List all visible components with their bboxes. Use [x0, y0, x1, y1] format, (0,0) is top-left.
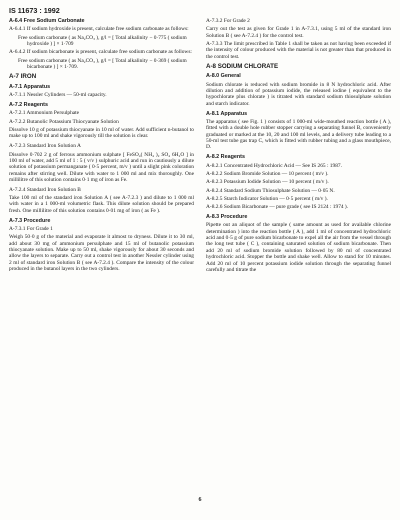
clause-text: Carry out the test as given for Grade 1 in A-7.3.1, using 5 ml of the standard iron Solution B ( see A-7.2.4 ) for the control test. [206, 26, 391, 39]
clause-text: Take 100 ml of the standard iron Solution A ( see A-7.2.3 ) and dilute to 1 000 ml with water in a 1 000-ml volumetric flask. This dilute solution should be prepared fresh. One millilitre of this solution contains 0·01 mg of iron ( as Fe ). [9, 195, 194, 214]
formula: Free sodium carbonate ( as Na₂CO₃ ), g/l = [ Total alkalinity − 0·775 ( sodium hydroxide ) ] × 1·709 [18, 34, 187, 48]
section-heading: A-8 SODIUM CHLORATE [206, 62, 279, 70]
clause-text: A-7.3.2 For Grade 2 [206, 18, 250, 24]
clause-heading: A-7.1 Apparatus [9, 83, 51, 90]
page-number: 6 [198, 497, 202, 503]
clause-text: Dissolve 0·702 2 g of ferrous ammonium sulphate [ FeSO₄( NH₄ )₂ SO₄ 6H₂O ] in 100 ml of water, add 5 ml of 1 : 5 ( v/v ) sulphuric acid and run in cautiously a dilute solution of potassium permanganate ( 0·5 percent, m/v ) until a slight pink coloration remains after stirring well. Dilute with water to 1 000 ml and mix thoroughly. One millilitre of this solution contains 0·1 mg of iron as Fe. [9, 151, 194, 183]
left-column [9, 18, 194, 273]
clause-text: A-7.3.1 For Grade 1 [9, 225, 53, 232]
clause-text: A-8.2.4 Standard Sodium Thiosulphate Solution — 0·05 N. [206, 187, 335, 194]
clause-text: A-6.4.1 If sodium hydroxide is present, calculate free sodium carbonate as follows: [9, 26, 189, 33]
right-column [206, 18, 391, 273]
clause-text: A-6.4.2 If sodium bicarbonate is present, calculate free sodium carbonate as follows: [9, 49, 192, 56]
clause-heading: A-7.2 Reagents [9, 101, 48, 108]
clause-text: A-8.2.5 Starch Indicator Solution — 0·5 percent ( m/v ). [206, 195, 328, 202]
clause-text: The apparatus ( see Fig. 1 ) consists of 1 000-ml wide-mouthed reaction bottle ( A ), fitted with a double hole rubber stopper carrying a separating funnel B, conveniently graduated or marked at the 10, 20 and 100 ml levels, and a delivery tube leading to a 50-ml test tube gas trap C, which is fitted with rubber tubing and a glass mouthpiece, D. [206, 118, 391, 151]
clause-text: A-7.2.4 Standard Iron Solution B [9, 186, 81, 193]
clause-text: A-7.2.3 Standard Iron Solution A [9, 143, 81, 150]
clause-text: A-8.2.3 Potassium Iodide Solution — 10 percent ( m/v ). [206, 179, 329, 186]
clause-text: Pipette out an aliquot of the sample ( same amount as used for available chlorine determination ) into the reaction bottle ( A ), add 1 ml of concentrated hydrochloric acid and 0·5 g of pure sodium bicarbonate to expel all the air from the vessel through the long test tube ( C ), containing saturated solution of sodium bicarbonate. Then add 20 ml of sodium bromide solution followed by 80 ml of concentrated hydrochloric acid. Stopper the bottle and shake well. Allow to stand for 10 minutes. Add 20 ml of 10 percent potassium iodide solution through the separating funnel carefully and titrate the [206, 222, 391, 273]
clause-heading: A-6.4 Free Sodium Carbonate [9, 18, 85, 24]
section-heading: A-7 IRON [9, 72, 37, 80]
clause-text: Dissolve 10 g of potassium thiocyanate in 10 ml of water. Add sufficient n-butanol to make up to 100 ml and shake vigorously till the solution is clear. [9, 126, 194, 140]
clause-text: A-8.2.1 Concentrated Hydrochloric Acid — See IS 265 : 1987. [206, 162, 342, 169]
clause-heading: A-8.3 Procedure [206, 214, 248, 221]
clause-heading: A-8.1 Apparatus [206, 110, 248, 117]
clause-text: A-7.2.1 Ammonium Persulphate [9, 110, 80, 117]
clause-text: A-7.2.2 Butanolic Potassium Thiocyanate Solution [9, 118, 119, 125]
clause-text: A-8.2.2 Sodium Bromide Solution — 10 percent ( m/v ). [206, 170, 329, 177]
clause-text: Weigh 50·0 g of the material and evaporate it almost to dryness. Dilute it to 30 ml, add about 30 mg of ammonium persulphate and 15 ml of butanolic potassium thiocyanate solution. Make up to 50 ml, shake vigorously for about 30 seconds and allow the layers to separate. Carry out a control test in another Nessler cylinder using 2 ml of standard iron Solution B ( see A-7.2.4 ). Compare the intensity of the colour produced in the butanol layers in the two cylinders. [9, 234, 194, 272]
standard-number: IS 11673 : 1992 [9, 6, 60, 15]
clause-heading: A-7.3 Procedure [9, 217, 51, 224]
two-column-body [9, 18, 391, 273]
clause-heading: A-8.2 Reagents [206, 154, 245, 161]
clause-heading: A-8.0 General [206, 73, 241, 80]
formula: Free sodium carbonate ( as Na₂CO₃ ), g/l = [ Total alkalinity − 0·369 ( sodium bicarbonate ) ] × 1·709. [18, 57, 187, 71]
clause-text: A-8.2.6 Sodium Bicarbonate — pure grade ( see IS 2124 : 1974 ). [206, 204, 349, 211]
clause-text: A-7.1.1 Nessler Cylinders — 50-ml capacity. [9, 92, 107, 99]
clause-text: A-7.3.3 The limit prescribed in Table 1 shall be taken as not having been exceeded if the intensity of colour produced with the material is not greater than that produced in the control test. [206, 41, 391, 60]
clause-text: Sodium chlorate is reduced with sodium bromide in 8 N hydrochloric acid. After dilution and addition of potassium iodide, the released iodine ( equivalent to the hypochlorate plus chlorate ) is titrated with standard sodium thiosulphate solution and starch indicator. [206, 81, 391, 107]
